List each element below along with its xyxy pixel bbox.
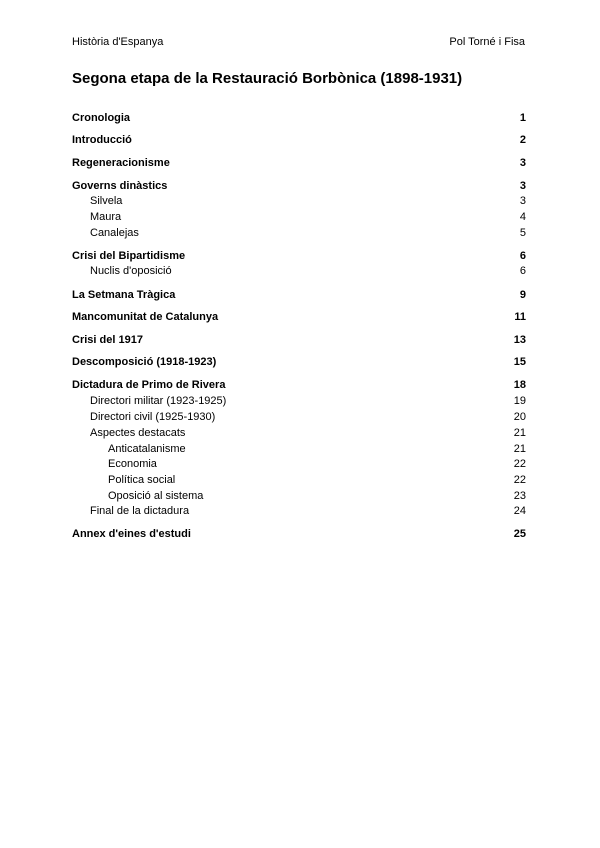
toc-entry-label: Crisi del Bipartidisme	[72, 250, 186, 262]
toc-entry-page: 3	[519, 195, 526, 207]
toc-entry-page: 6	[519, 265, 526, 277]
toc-entry-page: 22	[513, 474, 526, 486]
toc-entry-regeneracionisme[interactable]	[72, 156, 526, 170]
toc-entry-page: 23	[513, 490, 526, 502]
toc-entry-page: 19	[513, 395, 526, 407]
toc-entry-page: 9	[519, 289, 526, 301]
toc-entry-crisi-bipartidisme[interactable]	[72, 249, 526, 263]
toc-entry-mancomunitat[interactable]	[72, 310, 526, 324]
toc-entry-setmana-tragica[interactable]	[72, 288, 526, 302]
toc-entry-nuclis-oposicio[interactable]	[72, 264, 526, 278]
toc-entry-page: 21	[513, 427, 526, 439]
toc-entry-page: 24	[513, 505, 526, 517]
toc-entry-label: Regeneracionisme	[72, 157, 170, 169]
toc-entry-label: Directori civil (1925-1930)	[90, 411, 216, 423]
toc-entry-anticatalanisme[interactable]	[72, 442, 526, 456]
toc-entry-directori-militar[interactable]	[72, 394, 526, 408]
toc-entry-introduccio[interactable]	[72, 133, 526, 147]
toc-entry-crisi-1917[interactable]	[72, 333, 526, 347]
toc-entry-page: 25	[513, 528, 526, 540]
toc-entry-page: 13	[513, 334, 526, 346]
toc-entry-directori-civil[interactable]	[72, 410, 526, 424]
toc-entry-label: Oposició al sistema	[108, 490, 204, 502]
toc-entry-label: Final de la dictadura	[90, 505, 190, 517]
toc-entry-page: 21	[513, 443, 526, 455]
toc-entry-aspectes-destacats[interactable]	[72, 426, 526, 440]
toc-entry-annex[interactable]	[72, 527, 526, 541]
toc-entry-label: Nuclis d'oposició	[90, 265, 172, 277]
toc-entry-economia[interactable]	[72, 457, 526, 471]
toc-entry-silvela[interactable]	[72, 194, 526, 208]
toc-entry-label: Mancomunitat de Catalunya	[72, 311, 219, 323]
toc-entry-governs-dinastics[interactable]	[72, 179, 526, 193]
toc-entry-label: Descomposició (1918-1923)	[72, 356, 217, 368]
toc-entry-label: Annex d'eines d'estudi	[72, 528, 191, 540]
toc-entry-page: 4	[519, 211, 526, 223]
toc-entry-label: Política social	[108, 474, 176, 486]
header-subject: Història d'Espanya	[72, 36, 164, 48]
toc-entry-cronologia[interactable]	[72, 111, 526, 125]
toc-entry-label: Introducció	[72, 134, 132, 146]
toc-entry-label: Cronologia	[72, 112, 131, 124]
toc-entry-label: Anticatalanisme	[108, 443, 186, 455]
toc-entry-page: 3	[519, 157, 526, 169]
toc-entry-label: Governs dinàstics	[72, 180, 168, 192]
toc-entry-page: 20	[513, 411, 526, 423]
toc-entry-page: 5	[519, 227, 526, 239]
document-title: Segona etapa de la Restauració Borbònica (1898-1931)	[72, 70, 463, 87]
toc-entry-descomposicio[interactable]	[72, 355, 526, 369]
toc-entry-label: Dictadura de Primo de Rivera	[72, 379, 226, 391]
toc-entry-label: Silvela	[90, 195, 123, 207]
toc-entry-page: 2	[519, 134, 526, 146]
toc-entry-canalejas[interactable]	[72, 226, 526, 240]
toc-entry-dictadura-primo-rivera[interactable]	[72, 378, 526, 392]
toc-entry-label: La Setmana Tràgica	[72, 289, 176, 301]
toc-entry-oposicio-sistema[interactable]	[72, 489, 526, 503]
toc-entry-label: Aspectes destacats	[90, 427, 186, 439]
toc-entry-page: 18	[513, 379, 526, 391]
toc-entry-label: Canalejas	[90, 227, 139, 239]
toc-entry-page: 15	[513, 356, 526, 368]
toc-entry-page: 6	[519, 250, 526, 262]
toc-entry-page: 22	[513, 458, 526, 470]
toc-entry-page: 1	[519, 112, 526, 124]
toc-entry-label: Maura	[90, 211, 122, 223]
toc-entry-page: 3	[519, 180, 526, 192]
toc-entry-maura[interactable]	[72, 210, 526, 224]
header-author: Pol Torné i Fisa	[449, 36, 525, 48]
toc-entry-page: 11	[514, 311, 526, 323]
toc-entry-label: Crisi del 1917	[72, 334, 143, 346]
toc-entry-label: Directori militar (1923-1925)	[90, 395, 227, 407]
toc-entry-label: Economia	[108, 458, 157, 470]
toc-entry-final-dictadura[interactable]	[72, 504, 526, 518]
toc-entry-politica-social[interactable]	[72, 473, 526, 487]
